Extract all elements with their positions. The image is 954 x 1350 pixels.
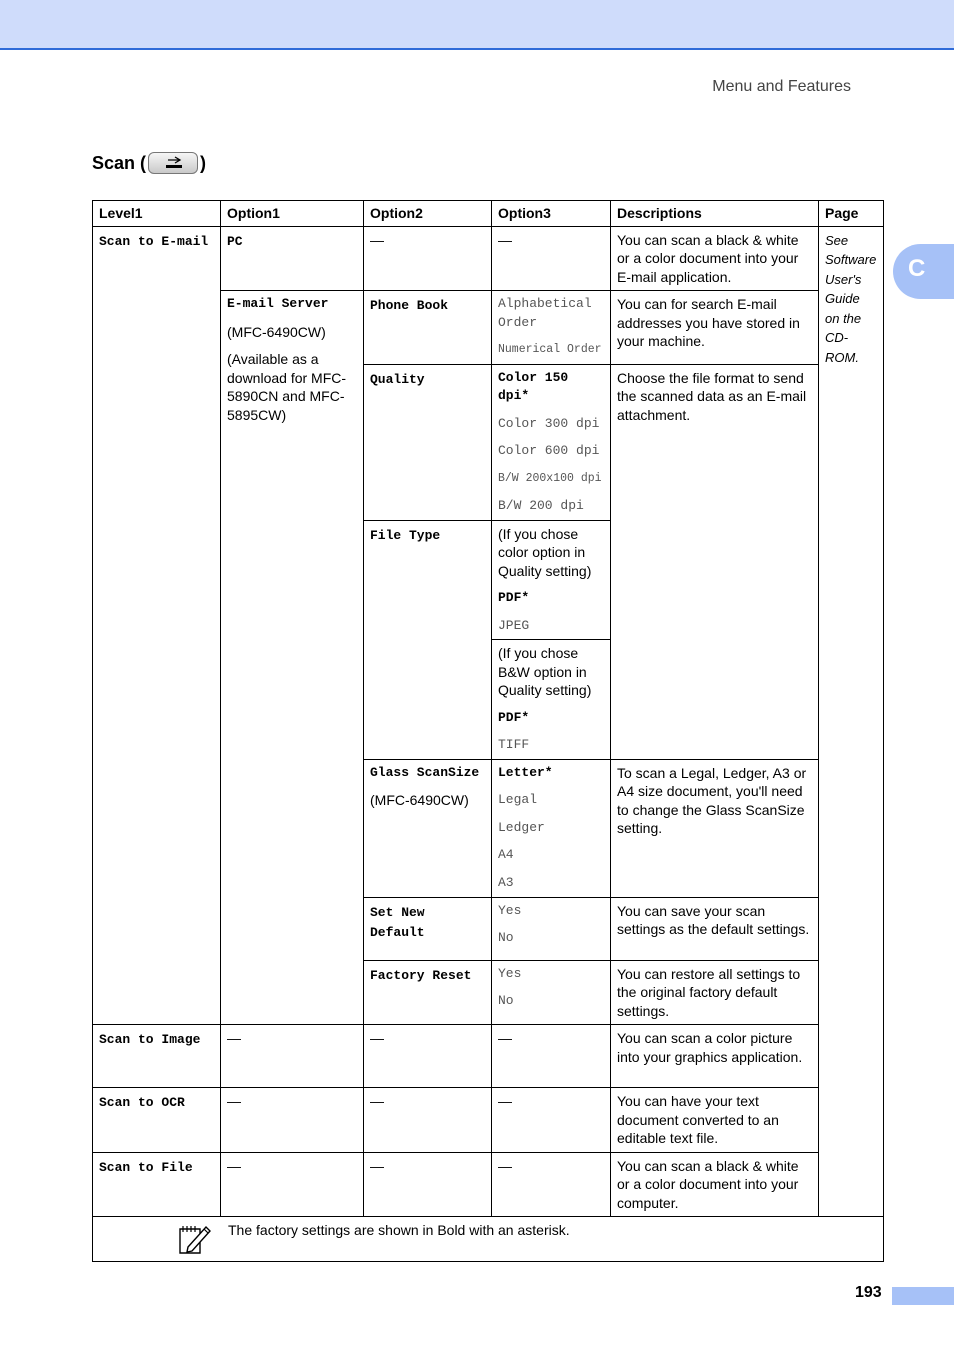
option3-cell: — [492,1152,611,1217]
option2-cell [364,364,492,520]
page-number: 193 [855,1284,882,1301]
option3-color-300: Color 300 dpi [498,415,600,431]
bw-option-note: (If you chose B&W option in Quality setting) [498,645,592,698]
option2-cell: — [364,1088,492,1153]
description-cell: You can restore all settings to the original factory default settings. [611,960,819,1025]
option2-cell [364,960,492,1025]
option3-ledger: Ledger [498,819,545,835]
option3-a4: A4 [498,847,514,862]
table-row [93,1152,884,1217]
option3-a3: A3 [498,874,514,890]
option3-no: No [498,930,514,945]
option3-jpeg: JPEG [498,617,530,633]
option3-cell [492,640,611,760]
option3-letter: Letter* [498,764,553,780]
option3-pdf: PDF* [498,709,530,725]
option2-glass-scansize: Glass ScanSize [370,764,480,780]
level1-scan-to-email: Scan to E-mail [99,233,209,249]
option3-cell: — [492,1088,611,1153]
option2-cell [364,897,492,960]
email-server-model: (MFC-6490CW) [227,323,326,340]
note-cell [93,1217,884,1262]
table-row [93,226,884,291]
option2-file-type: File Type [370,527,441,543]
chapter-tab-letter: C [908,255,926,282]
level1-cell [93,1025,221,1088]
email-server-note: (Available as a download for MFC-5890CN and MFC-5895CW) [227,351,347,423]
description-cell: You can for search E-mail addresses you have stored in your machine. [611,291,819,365]
level1-cell [93,226,221,1025]
note-pencil-icon [178,1223,212,1255]
option1-email-server: E-mail Server [227,296,329,311]
level1-cell [93,1152,221,1217]
option2-phone-book: Phone Book [370,298,449,313]
option3-cell [492,960,611,1025]
description-cell: Choose the file format to send the scanned data as an E-mail attachment. [611,364,819,759]
option2-cell [364,291,492,365]
level1-scan-to-ocr: Scan to OCR [99,1095,185,1110]
description-cell: You can scan a color picture into your graphics application. [611,1025,819,1088]
option3-pdf: PDF* [498,590,530,605]
option1-cell: — [221,1025,364,1088]
option3-tiff: TIFF [498,737,530,752]
level1-cell [93,1088,221,1153]
option3-cell [492,759,611,897]
option1-cell: — [221,1152,364,1217]
note-row [93,1217,884,1262]
page-reference: See Software User's Guide on the CD-ROM. [825,232,877,365]
description-cell: You can save your scan settings as the default settings. [611,897,819,960]
option2-cell [364,759,492,897]
option3-bw-200: B/W 200 dpi [498,498,584,513]
option1-pc: PC [227,233,243,249]
option3-cell: — [492,226,611,291]
table-row [93,1088,884,1153]
chapter-tab [893,244,954,299]
option1-cell: — [221,1088,364,1153]
table-row [93,1025,884,1088]
option3-cell: — [492,1025,611,1088]
option3-cell [492,291,611,365]
option3-bw-200x100: B/W 200x100 dpi [498,471,602,485]
factory-settings-note: The factory settings are shown in Bold with an asterisk. [228,1222,570,1238]
option3-cell [492,520,611,640]
col-level1: Level1 [93,201,221,227]
option2-quality: Quality [370,371,425,387]
page-bar [892,1287,954,1305]
option1-cell [221,291,364,1025]
title-close: ) [200,152,207,173]
level1-scan-to-file: Scan to File [99,1159,193,1175]
description-cell: You can scan a black & white or a color document into your E-mail application. [611,226,819,291]
option3-cell [492,897,611,960]
col-option1: Option1 [221,201,364,227]
col-descriptions: Descriptions [611,201,819,227]
option2-cell [364,520,492,759]
col-option3: Option3 [492,201,611,227]
option3-numerical-order: Numerical Order [498,343,602,356]
header-row [93,201,884,227]
page-title [92,148,206,178]
option3-legal: Legal [498,792,538,807]
option2-factory-reset: Factory Reset [370,967,472,983]
description-cell: You can have your text document converted to an editable text file. [611,1088,819,1153]
option3-no: No [498,993,514,1008]
level1-scan-to-image: Scan to Image [99,1032,201,1047]
col-page: Page [819,201,884,227]
option3-cell [492,364,611,520]
page-cell [819,226,884,1217]
option2-set-new-default: Set New Default [370,904,425,940]
scan-menu-table [92,200,884,1262]
option2-cell: — [364,226,492,291]
option3-color-150: Color 150 dpi* [498,369,569,403]
glass-scansize-model: (MFC-6490CW) [370,792,469,808]
description-cell: To scan a Legal, Ledger, A3 or A4 size document, you'll need to change the Glass ScanSize setting. [611,759,819,897]
scan-key-icon [148,152,198,174]
option3-yes: Yes [498,902,522,918]
option3-alphabetical-order: Alphabetical Order [498,296,592,330]
section-header: Menu and Features [712,78,851,95]
description-cell: You can scan a black & white or a color document into your computer. [611,1152,819,1217]
option3-color-600: Color 600 dpi [498,443,600,458]
option2-cell: — [364,1152,492,1217]
col-option2: Option2 [364,201,492,227]
title-text: Scan ( [92,152,147,173]
option2-cell: — [364,1025,492,1088]
color-option-note: (If you chose color option in Quality setting) [498,525,592,579]
option1-cell [221,226,364,291]
top-band [0,0,954,50]
option3-yes: Yes [498,965,522,981]
